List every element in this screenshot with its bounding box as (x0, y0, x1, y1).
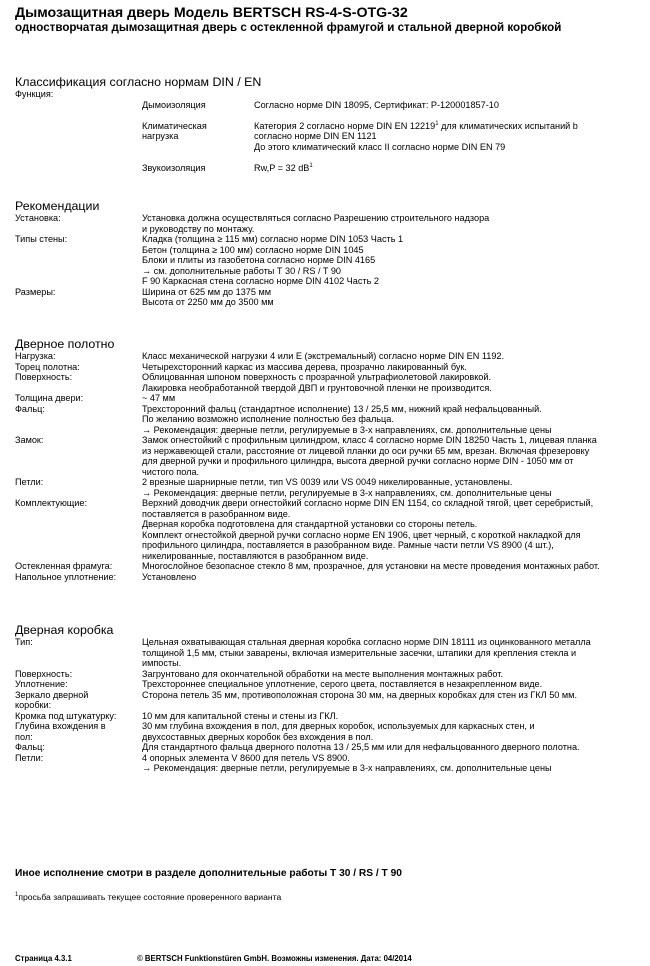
row-label: Торец полотна: (15, 361, 80, 372)
row-label: Поверхность: (15, 372, 73, 382)
section-heading: Рекомендации (15, 199, 100, 213)
spec-row (15, 721, 640, 742)
row-value: Установлено (142, 571, 197, 582)
section-heading: Дверное полотно (15, 337, 115, 351)
row-label: Размеры: (15, 286, 56, 297)
row-value: 30 мм глубина вхождения в пол, для дверных коробок, используемых для каркасных стен, и двухсоставных дверных коробок без вхождения в пол. (142, 721, 535, 742)
row-value: Сторона петель 35 мм, противоположная сторона 30 мм, на дверных коробках для стен из ГКЛ 50 мм. (142, 689, 577, 700)
row-value: Цельная охватывающая стальная дверная коробка согласно норме DIN 18111 из оцинкованного металла толщиной 1,5 мм, стыки заварены, включая измерительные засечки, штапики для крепления стекла и импосты. (142, 637, 591, 668)
spec-row (15, 690, 640, 711)
row-value: Трехстороннее специальное уплотнение, серого цвета, поставляется в незакрепленном виде. (142, 679, 543, 689)
row-label: Нагрузка: (15, 351, 56, 361)
row-value: Установка должна осуществляться согласно Разрешению строительного надзора и руководству по монтажу. (142, 213, 490, 234)
spec-row (15, 213, 640, 234)
spec-row (15, 435, 640, 477)
row-label: Поверхность: (15, 668, 73, 679)
row-value: Четырехсторонний каркас из массива дерева, прозрачно лакированный бук. (142, 361, 467, 372)
spec-row (15, 287, 640, 308)
row-label: Типы стены: (15, 234, 68, 244)
frame-section (15, 623, 640, 774)
row-label: Установка: (15, 213, 61, 223)
spec-row (15, 572, 640, 583)
spec-row (15, 234, 640, 287)
spec-row (15, 669, 640, 680)
copyright: © BERTSCH Funktionstüren GmbH. Возможны изменения. Дата: 04/2014 (137, 954, 412, 963)
spec-row (15, 742, 640, 753)
spec-row (15, 372, 640, 393)
item-label: Климатическая нагрузка (142, 120, 207, 141)
row-value: Верхний доводчик двери огнестойкий согласно норме DIN EN 1154, со складной тягой, цвет серебристый, поставляется в разобранном виде. Дверная коробка подготовлена для стандартной установки со стороны петель. Комплект огнестойкой дверной ручки согласно норме EN 1906, цвет черный, с короткой накладкой для профильного цилиндра, поставляется в разобранном виде. Рамные части петли VS 8900 (4 шт.), никелированные, поставляются в разобранном виде. (142, 498, 594, 561)
row-label: Комплектующие: (15, 498, 88, 508)
row-label: Толщина двери: (15, 393, 84, 403)
section-heading: Дверная коробка (15, 623, 114, 637)
row-label: Петли: (15, 477, 44, 487)
row-value: Ширина от 625 мм до 1375 мм Высота от 2250 мм до 3500 мм (142, 286, 274, 307)
row-value: 4 опорных элемента V 8600 для петель VS 8900. → Рекомендация: дверные петли, регулируемые в 3-х направлениях, см. дополнительные цены (142, 752, 552, 773)
function-row (15, 89, 640, 184)
row-label: Напольное уплотнение: (15, 571, 117, 582)
row-label: Фальц: (15, 742, 45, 752)
spec-row (15, 711, 640, 722)
item-value: Согласно норме DIN 18095, Сертификат: P-120001857-10 (254, 99, 499, 110)
page-title: Дымозащитная дверь Модель BERTSCH RS-4-S-OTG-32 (15, 5, 408, 21)
row-label: Уплотнение: (15, 679, 68, 689)
footnote-marker: 1 (309, 162, 313, 169)
door-leaf-section (15, 337, 640, 582)
classification-item (142, 163, 640, 174)
additional-work-note: Иное исполнение смотри в разделе дополнительные работы Т 30 / RS / T 90 (15, 868, 402, 879)
row-value: 10 мм для капитальной стены и стены из ГКЛ. (142, 710, 339, 721)
section-heading: Классификация согласно нормам DIN / EN (15, 75, 262, 89)
footnote-marker: 1 (435, 120, 439, 127)
page-subtitle: одностворчатая дымозащитная дверь с остекленной фрамугой и стальной дверной коробкой (15, 21, 562, 34)
spec-row (15, 637, 640, 669)
spec-row (15, 362, 640, 373)
row-label: Замок: (15, 435, 44, 445)
row-label: Зеркало дверной коробки: (15, 689, 89, 710)
row-value: Трехсторонний фальц (стандартное исполнение) 13 / 25,5 мм, нижний край нефальцованный. По желанию возможно исполнение полностью без фальца. → Рекомендация: дверные петли, регулируемые в 3-х направлениях, см. дополнительные цены (142, 403, 552, 435)
item-value: Rw,P = 32 $dB^1$ (254, 162, 313, 173)
row-value: ~ 47 мм (142, 393, 176, 403)
page-number: Страница 4.3.1 (15, 954, 72, 963)
footnote (15, 892, 281, 902)
spec-row (15, 753, 640, 774)
spec-row (15, 679, 640, 690)
row-label: Фальц: (15, 403, 45, 414)
spec-row (15, 393, 640, 404)
classification-section (15, 75, 640, 184)
row-value: Облицованная шпоном поверхность с прозрачной ультрафиолетовой лакировкой. Лакировка необработанной твердой ДВП и грунтовочной пленки не производится. (142, 372, 492, 393)
footnote-marker: 1 (15, 892, 19, 898)
classification-item (142, 100, 640, 111)
row-label: Функция: (15, 89, 54, 99)
spec-row (15, 351, 640, 362)
row-value: Замок огнестойкий с профильным цилиндром, класс 4 согласно норме DIN 18250 Часть 1, лицевая планка из нержавеющей стали, расстояние от лицевой планки до оси ручки 65 мм, врезан. Включая фрезеровку для дверной ручки и профильного цилиндра, высота дверной ручки согласно норме DIN - 1050 мм от чистого пола. (142, 435, 597, 477)
row-value: Для стандартного фальца дверного полотна 13 / 25,5 мм или для нефальцованного дверного полотна. (142, 742, 580, 752)
spec-row (15, 561, 640, 572)
spec-row (15, 404, 640, 436)
item-label: Дымоизоляция (142, 99, 206, 110)
item-value: Категория 2 согласно норме DIN EN 12219$^1$ для климатических испытаний b согласно норме DIN EN 1121 До этого климатический класс II согласно норме DIN EN 79 (254, 120, 578, 152)
row-value: Класс механической нагрузки 4 или E (экстремальный) согласно норме DIN EN 1192. (142, 351, 505, 361)
row-value: Многослойное безопасное стекло 8 мм, прозрачное, для установки на месте проведения монтажных работ. (142, 561, 600, 571)
classification-item (142, 121, 640, 153)
row-label: Глубина вхождения в пол: (15, 721, 106, 742)
row-value: Кладка (толщина ≥ 115 мм) согласно норме DIN 1053 Часть 1 Бетон (толщина ≥ 100 мм) согласно норме DIN 1045 Блоки и плиты из газобетона согласно норме DIN 4165 → см. дополнительные работы Т 30 / RS / T 90 F 90 Каркасная стена согласно норме DIN 4102 Часть 2 (142, 234, 404, 286)
row-label: Кромка под штукатурку: (15, 710, 117, 721)
item-label: Звукоизоляция (142, 162, 206, 173)
recommendations-section (15, 199, 640, 308)
row-label: Петли: (15, 752, 44, 763)
footnote-text: просьба запрашивать текущее состояние проверенного варианта (18, 892, 282, 902)
row-label: Остекленная фрамуга: (15, 561, 113, 571)
row-label: Тип: (15, 637, 33, 647)
row-value: 2 врезные шарнирные петли, тип VS 0039 или VS 0049 никелированные, установлены. → Рекомендация: дверные петли, регулируемые в 3-х направлениях, см. дополнительные цены (142, 477, 552, 498)
spec-row (15, 498, 640, 561)
row-value: Загрунтовано для окончательной обработки на месте выполнения монтажных работ. (142, 668, 503, 679)
spec-row (15, 477, 640, 498)
